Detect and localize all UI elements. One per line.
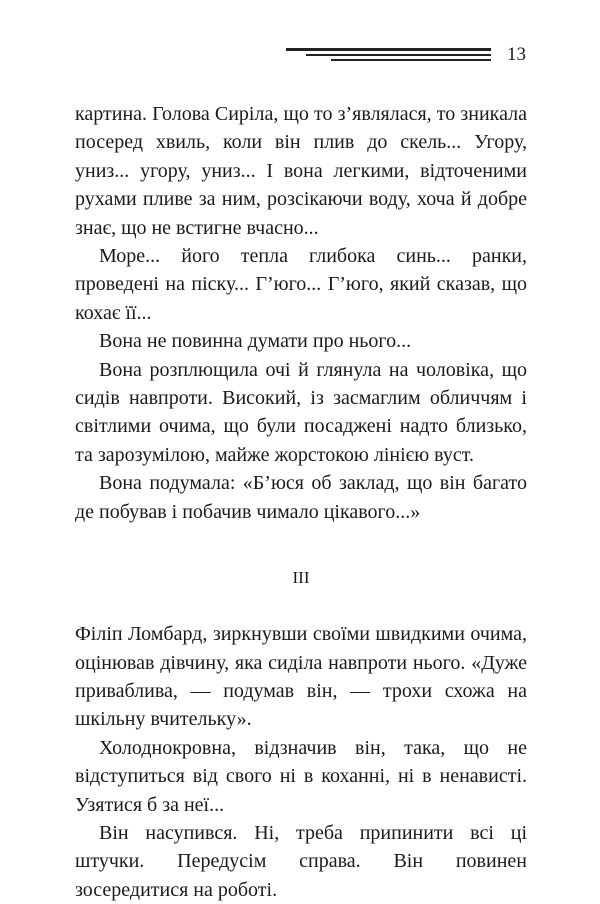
paragraph: картина. Голова Сиріла, що то з’являлася, то зникала посеред хвиль, коли він плив до скель... Угору, униз... угору, униз... І вона легкими, відточеними рухами пливе за ним, розсікаючи воду, хоча й добре знає, що не встигне вчасно...	[75, 103, 527, 239]
page-header	[286, 44, 526, 66]
paragraph: Вона розплющила очі й глянула на чоловіка, що сидів навпроти. Високий, із засмаглим обличчям і світлими очима, що були посаджені надто близько, та зарозумілою, майже жорстокою лінією вуст.	[75, 358, 527, 466]
paragraph: Він насупився. Ні, треба припинити всі ці штучки. Передусім справа. Він повинен зосередитися на роботі.	[75, 821, 527, 901]
paragraph: Вона не повинна думати про нього...	[99, 330, 412, 353]
paragraph: Море... його тепла глибока синь... ранки, проведені на піску... Г’юго... Г’юго, який сказав, що кохає її...	[75, 245, 527, 324]
decorative-header-rules	[286, 48, 491, 62]
section-heading: III	[292, 568, 310, 588]
page-number: 13	[507, 44, 526, 65]
page-body	[75, 100, 527, 904]
header-rule	[331, 59, 491, 61]
header-rule	[306, 54, 491, 56]
paragraph: Холоднокровна, відзначив він, така, що не відступиться від свого ні в коханні, ні в ненависті. Узятися б за неї...	[75, 736, 527, 816]
paragraph: Філіп Ломбард, зиркнувши своїми швидкими очима, оцінював дівчину, яка сиділа навпроти нього. «Дуже приваблива, — подумав він, — трохи схожа на шкільну вчительку».	[75, 623, 527, 731]
paragraph: Вона подумала: «Б’юся об заклад, що він багато де побував і побачив чимало цікавого...»	[75, 472, 527, 523]
header-rule	[286, 48, 491, 51]
